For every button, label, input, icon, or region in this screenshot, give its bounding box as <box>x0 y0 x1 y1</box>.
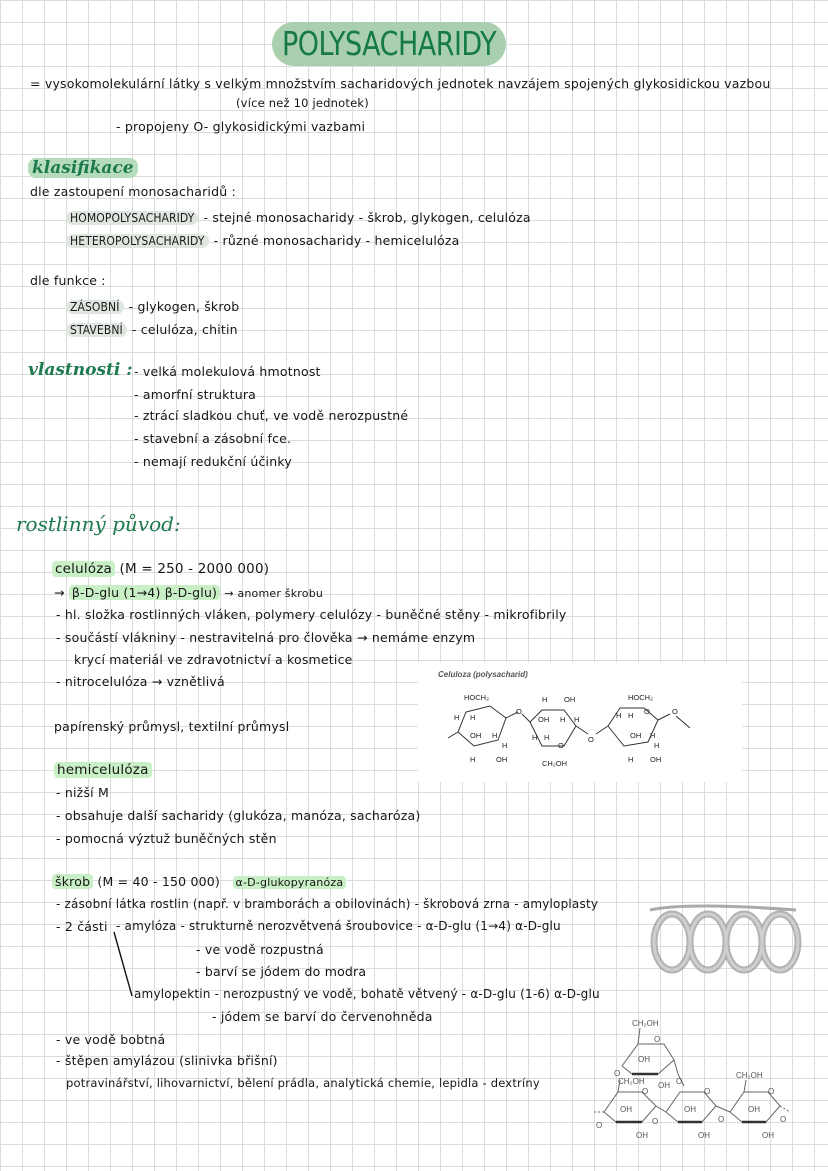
svg-text:CH₂OH: CH₂OH <box>542 759 567 768</box>
vlastnosti-item: - stavební a zásobní fce. <box>134 431 292 446</box>
celuloza-molecule-icon <box>418 662 742 782</box>
celuloza-structure-figure <box>418 662 742 782</box>
svg-text:O: O <box>588 735 594 744</box>
term-desc: - glykogen, škrob <box>128 299 240 314</box>
section-klasifikace <box>28 158 138 178</box>
svg-text:H: H <box>560 715 566 724</box>
definition-line-3: - propojeny O- glykosidickými vazbami <box>116 119 366 134</box>
svg-text:H: H <box>628 711 634 720</box>
amylopektin-line <box>134 987 600 1001</box>
classification-item-homo <box>66 207 531 226</box>
classification-item-hetero <box>66 230 459 249</box>
svg-text:OH: OH <box>636 1131 648 1140</box>
svg-text:OH: OH <box>748 1105 760 1114</box>
function-item-stavebni <box>66 319 238 338</box>
svg-text:O: O <box>654 1035 661 1044</box>
term-desc: - různé monosacharidy - hemicelulóza <box>213 233 460 248</box>
celuloza-name: celulóza <box>52 561 115 577</box>
amylopektin-name: amylopektin <box>134 987 211 1001</box>
svg-text:H: H <box>492 731 498 740</box>
skrob-mass: (M = 40 - 150 000) <box>97 874 221 889</box>
svg-text:H: H <box>654 741 660 750</box>
svg-text:O: O <box>596 1121 603 1130</box>
celuloza-line: krycí materiál ve zdravotnictví a kosmetice <box>74 652 353 667</box>
svg-text:O: O <box>642 1087 649 1096</box>
celuloza-line: - nitrocelulóza → vznětlivá <box>56 674 225 689</box>
klasifikace-heading: klasifikace <box>28 158 138 178</box>
amylopektin-desc: - nerozpustný ve vodě, bohatě větvený - α-D-glu (1-6) α-D-glu <box>214 987 600 1001</box>
svg-text:OH: OH <box>630 731 642 740</box>
title-pill <box>272 22 506 66</box>
svg-text:O: O <box>780 1115 787 1124</box>
skrob-line: - ve vodě bobtná <box>56 1032 166 1047</box>
celuloza-header <box>52 561 269 577</box>
term-stavebni: STAVEBNÍ <box>66 323 127 337</box>
svg-text:CH₂OH: CH₂OH <box>632 1019 659 1028</box>
celuloza-line: - hl. složka rostlinných vláken, polymery celulózy - buněčné stěny - mikrofibrily <box>56 607 567 622</box>
svg-text:H: H <box>574 715 580 724</box>
celuloza-line: - součástí vlákniny - nestravitelná pro člověka → nemáme enzym <box>56 630 476 645</box>
skrob-unit: α-D-glukopyranóza <box>233 876 347 889</box>
celuloza-bond: β-D-glu (1→4) β-D-glu) <box>69 585 220 600</box>
by-function-label: dle funkce : <box>30 273 106 288</box>
skrob-parts-label: - 2 části <box>56 919 108 934</box>
svg-text:OH: OH <box>698 1131 710 1140</box>
svg-text:O: O <box>558 741 564 750</box>
vlastnosti-heading: vlastnosti : <box>28 360 133 380</box>
svg-text:H: H <box>544 733 550 742</box>
svg-text:CH₂OH: CH₂OH <box>618 1077 645 1086</box>
term-desc: - stejné monosacharidy - škrob, glykogen, celulóza <box>203 210 531 225</box>
svg-text:H: H <box>502 741 508 750</box>
svg-text:H: H <box>470 755 476 764</box>
svg-text:O: O <box>672 707 678 716</box>
svg-text:CH₂OH: CH₂OH <box>736 1071 763 1080</box>
svg-text:O: O <box>704 1087 711 1096</box>
skrob-line: - štěpen amylázou (slinivka břišní) <box>56 1053 278 1068</box>
amylopektin-sub: - jódem se barví do červenohněda <box>212 1009 433 1024</box>
celuloza-usage: papírenský průmysl, textilní průmysl <box>54 719 290 734</box>
svg-text:HOCH₂: HOCH₂ <box>628 693 653 702</box>
svg-text:O: O <box>652 1117 659 1126</box>
skrob-line: - zásobní látka rostlin (např. v bramborách a obilovinách) - škrobová zrna - amyloplasty <box>56 897 599 911</box>
amylopectin-structure-icon <box>592 1014 828 1164</box>
figure-caption: Celuloza (polysacharid) <box>438 670 528 679</box>
vlastnosti-item: - amorfní struktura <box>134 387 257 402</box>
hemiceluloza-line: - obsahuje další sacharidy (glukóza, manóza, sacharóza) <box>56 808 421 823</box>
svg-text:OH: OH <box>538 715 550 724</box>
skrob-header <box>52 874 346 889</box>
svg-text:O: O <box>768 1087 775 1096</box>
amyloza-name: - amylóza <box>116 919 177 933</box>
amyloza-desc: - strukturně nerozvětvená šroubovice - α-D-glu (1→4) α-D-glu <box>180 919 561 933</box>
svg-text:H: H <box>470 713 476 722</box>
amyloza-line <box>116 919 561 933</box>
definition-line-2: (více než 10 jednotek) <box>236 96 369 110</box>
by-monosaccharide-label: dle zastoupení monosacharidů : <box>30 184 236 199</box>
svg-text:O: O <box>516 707 522 716</box>
celuloza-mass: (M = 250 - 2000 000) <box>119 561 270 577</box>
vlastnosti-item: - velká molekulová hmotnost <box>134 364 321 379</box>
svg-text:H: H <box>454 713 460 722</box>
amylose-helix-icon <box>646 904 806 976</box>
definition-line-1: = vysokomolekulární látky s velkým množstvím sacharidových jednotek navzájem spojených glykosidickou vazbou <box>30 76 771 91</box>
svg-text:OH: OH <box>470 731 482 740</box>
svg-text:O: O <box>614 1069 621 1078</box>
page-title: POLYSACHARIDY <box>281 24 497 64</box>
svg-text:H: H <box>616 711 622 720</box>
hemiceluloza-line: - pomocná výztuž buněčných stěn <box>56 831 277 846</box>
vlastnosti-item: - ztrácí sladkou chuť, ve vodě nerozpustné <box>134 408 409 423</box>
term-desc: - celulóza, chitin <box>131 322 238 337</box>
term-heteropolysacharidy: HETEROPOLYSACHARIDY <box>66 234 209 248</box>
arrow: → <box>54 585 65 600</box>
svg-text:O: O <box>644 707 650 716</box>
skrob-usage: potravinářství, lihovarnictví, bělení prádla, analytická chemie, lepidla - dextríny <box>66 1076 540 1090</box>
hemiceluloza-line: - nižší M <box>56 785 109 800</box>
amyloza-sub: - barví se jódem do modra <box>196 964 367 979</box>
rostlinny-puvod-heading: rostlinný původ: <box>16 512 181 536</box>
svg-text:H: H <box>532 733 538 742</box>
celuloza-bond-note: → anomer škrobu <box>224 587 324 600</box>
svg-text:OH: OH <box>650 755 662 764</box>
svg-text:OH: OH <box>658 1081 670 1090</box>
svg-text:HOCH₂: HOCH₂ <box>464 693 489 702</box>
celuloza-bond-line <box>54 585 323 600</box>
svg-text:OH: OH <box>564 695 576 704</box>
svg-text:H: H <box>650 731 656 740</box>
svg-text:OH: OH <box>684 1105 696 1114</box>
hemiceluloza-name: hemicelulóza <box>54 762 152 778</box>
term-homopolysacharidy: HOMOPOLYSACHARIDY <box>66 211 198 225</box>
svg-text:OH: OH <box>638 1055 650 1064</box>
svg-text:H: H <box>628 755 634 764</box>
svg-text:OH: OH <box>620 1105 632 1114</box>
term-zasobni: ZÁSOBNÍ <box>66 300 124 314</box>
svg-text:OH: OH <box>762 1131 774 1140</box>
skrob-name: škrob <box>52 874 93 889</box>
vlastnosti-item: - nemají redukční účinky <box>134 454 292 469</box>
function-item-zasobni <box>66 296 239 315</box>
amyloza-sub: - ve vodě rozpustná <box>196 942 324 957</box>
hemiceluloza-header <box>54 762 152 778</box>
svg-text:H: H <box>542 695 548 704</box>
svg-text:O: O <box>676 1077 683 1086</box>
svg-text:OH: OH <box>496 755 508 764</box>
svg-text:O: O <box>718 1115 725 1124</box>
